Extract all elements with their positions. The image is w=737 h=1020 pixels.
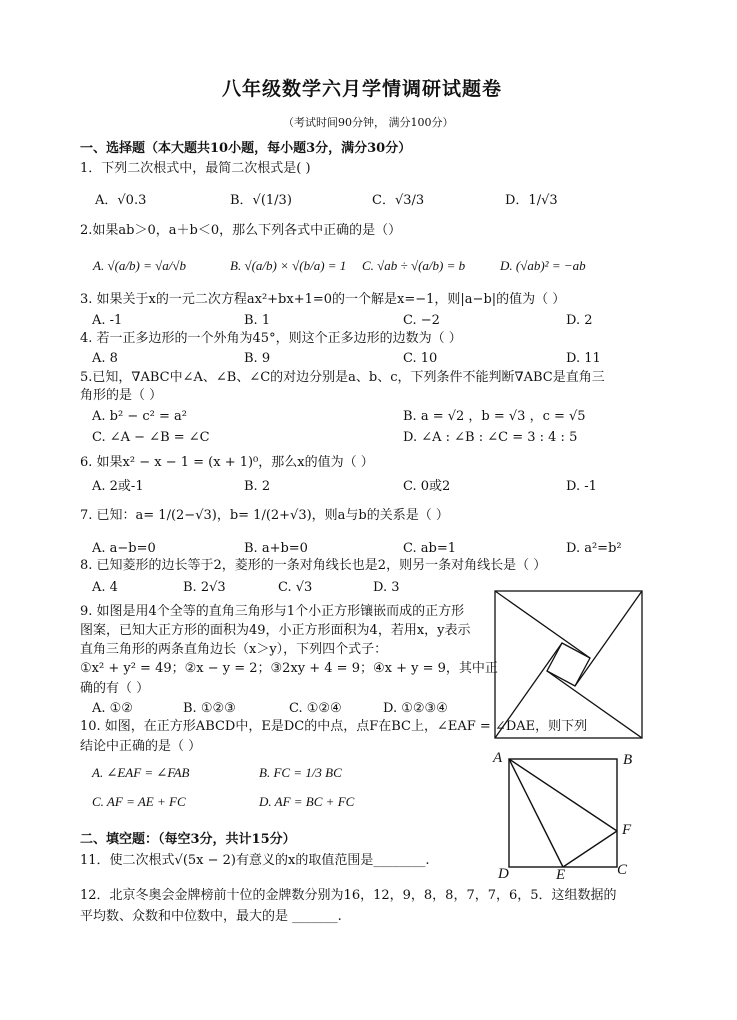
section-choice-heading: 一、选择题（本大题共10小题，每小题3分，满分30分）: [80, 141, 412, 156]
q5-option-b: B. a = √2 ，b = √3 ，c = √5: [403, 409, 586, 424]
q3-option-b: B. 1: [244, 313, 271, 328]
q2-stem: 2.如果ab＞0，a＋b＜0，那么下列各式中正确的是（）: [80, 223, 402, 238]
q7-option-c: C. ab=1: [403, 541, 456, 556]
q5-stem-line1: 5.已知，∇ABC中∠A、∠B、∠C的对边分别是a、b、c，下列条件不能判断∇ABC是直角三: [80, 370, 605, 385]
q10-label-a: A: [493, 750, 503, 766]
q8-option-c: C. √3: [278, 580, 313, 595]
q10-square-figure: [508, 758, 618, 868]
q9-option-b: B. ①②③: [183, 701, 236, 716]
q5-stem-line2: 角形的是（ ）: [80, 388, 163, 403]
q8-option-d: D. 3: [373, 580, 400, 595]
q1-stem: 1．下列二次根式中，最简二次根式是( ): [80, 161, 311, 176]
q10-option-c: C. AF = AE + FC: [92, 794, 186, 809]
q9-option-a: A. ①②: [92, 701, 133, 716]
q4-option-b: B. 9: [244, 351, 271, 366]
q3-option-d: D. 2: [566, 313, 593, 328]
page-subtitle: （考试时间90分钟， 满分100分）: [283, 116, 454, 129]
q10-label-c: C: [617, 862, 628, 878]
q10-label-e: E: [556, 867, 566, 883]
q2-option-d: D. (√ab)² = −ab: [500, 258, 586, 273]
section-fill-heading: 二、填空题：（每空3分，共计15分）: [80, 832, 296, 847]
q10-line1: 10. 如图，在正方形ABCD中，E是DC的中点，点F在BC上，∠EAF = ∠DAE，则下列: [80, 719, 588, 734]
q4-stem: 4. 若一正多边形的一个外角为45°，则这个正多边形的边数为（ ）: [80, 331, 462, 346]
q7-option-a: A. a−b=0: [92, 541, 156, 556]
q6-option-b: B. 2: [244, 479, 271, 494]
q4-option-a: A. 8: [92, 351, 118, 366]
q12-line2: 平均数、众数和中位数中，最大的是 _______.: [80, 909, 342, 924]
q1-option-b: B．√(1/3): [230, 193, 292, 208]
q3-option-a: A. -1: [92, 313, 123, 328]
q9-line5: 确的有（ ）: [80, 681, 150, 696]
q2-option-c: C. √ab ÷ √(a/b) = b: [362, 258, 466, 273]
q5-option-d: D. ∠A : ∠B : ∠C = 3 : 4 : 5: [403, 430, 578, 445]
q1-option-c: C．√3/3: [372, 193, 425, 208]
q5-option-c: C. ∠A − ∠B = ∠C: [92, 430, 210, 445]
q1-option-d: D．1/√3: [505, 193, 558, 208]
q6-option-d: D. -1: [566, 479, 597, 494]
q12-line1: 12．北京冬奥会金牌榜前十位的金牌数分别为16，12，9，8，8，7，7，6，5．这组数据的: [80, 888, 617, 903]
q9-option-c: C. ①②④: [289, 701, 342, 716]
q10-option-d: D. AF = BC + FC: [259, 794, 355, 809]
q2-option-b: B. √(a/b) × √(b/a) = 1: [230, 258, 347, 273]
q7-option-b: B. a+b=0: [244, 541, 308, 556]
q6-stem: 6. 如果x² − x − 1 = (x + 1)⁰，那么x的值为（ ）: [80, 455, 374, 470]
q10-label-f: F: [622, 822, 632, 838]
q9-option-d: D. ①②③④: [383, 701, 448, 716]
q7-option-d: D. a²=b²: [566, 541, 622, 556]
q6-option-c: C. 0或2: [403, 479, 451, 494]
q11-stem: 11．使二次根式√(5x − 2)有意义的x的取值范围是________.: [80, 853, 430, 868]
q6-option-a: A. 2或-1: [92, 479, 144, 494]
page-title: 八年级数学六月学情调研试题卷: [222, 78, 503, 100]
q7-stem: 7. 已知：a= 1/(2−√3)，b= 1/(2+√3)，则a与b的关系是（ ）: [80, 508, 449, 523]
q8-option-a: A. 4: [92, 580, 118, 595]
q9-line3: 直角三角形的两条直角边长（x＞y），下列四个式子：: [80, 642, 388, 657]
q8-stem: 8. 已知菱形的边长等于2，菱形的一条对角线长也是2，则另一条对角线长是（ ）: [80, 558, 547, 573]
q4-option-d: D. 11: [566, 351, 601, 366]
q5-option-a: A. b² − c² = a²: [92, 409, 187, 424]
q1-option-a: A．√0.3: [95, 193, 147, 208]
q4-option-c: C. 10: [403, 351, 438, 366]
q9-line4: ①x² + y² = 49；②x − y = 2；③2xy + 4 = 9；④x + y = 9，其中正: [80, 661, 498, 676]
q10-label-d: D: [498, 866, 509, 882]
q8-option-b: B. 2√3: [183, 580, 226, 595]
q2-option-a: A. √(a/b) = √a/√b: [93, 258, 186, 273]
q10-option-a: A. ∠EAF = ∠FAB: [92, 765, 190, 780]
q9-line1: 9. 如图是用4个全等的直角三角形与1个小正方形镶嵌而成的正方形: [80, 604, 465, 619]
q3-stem: 3. 如果关于x的一元二次方程ax²+bx+1=0的一个解是x=−1，则|a−b|的值为（ ）: [80, 292, 566, 307]
q10-label-b: B: [623, 752, 633, 768]
q10-line2: 结论中正确的是（ ）: [80, 739, 202, 754]
q9-line2: 图案，已知大正方形的面积为49，小正方形面积为4，若用x，y表示: [80, 623, 471, 638]
q10-option-b: B. FC = 1/3 BC: [259, 765, 342, 780]
q3-option-c: C. −2: [403, 313, 440, 328]
